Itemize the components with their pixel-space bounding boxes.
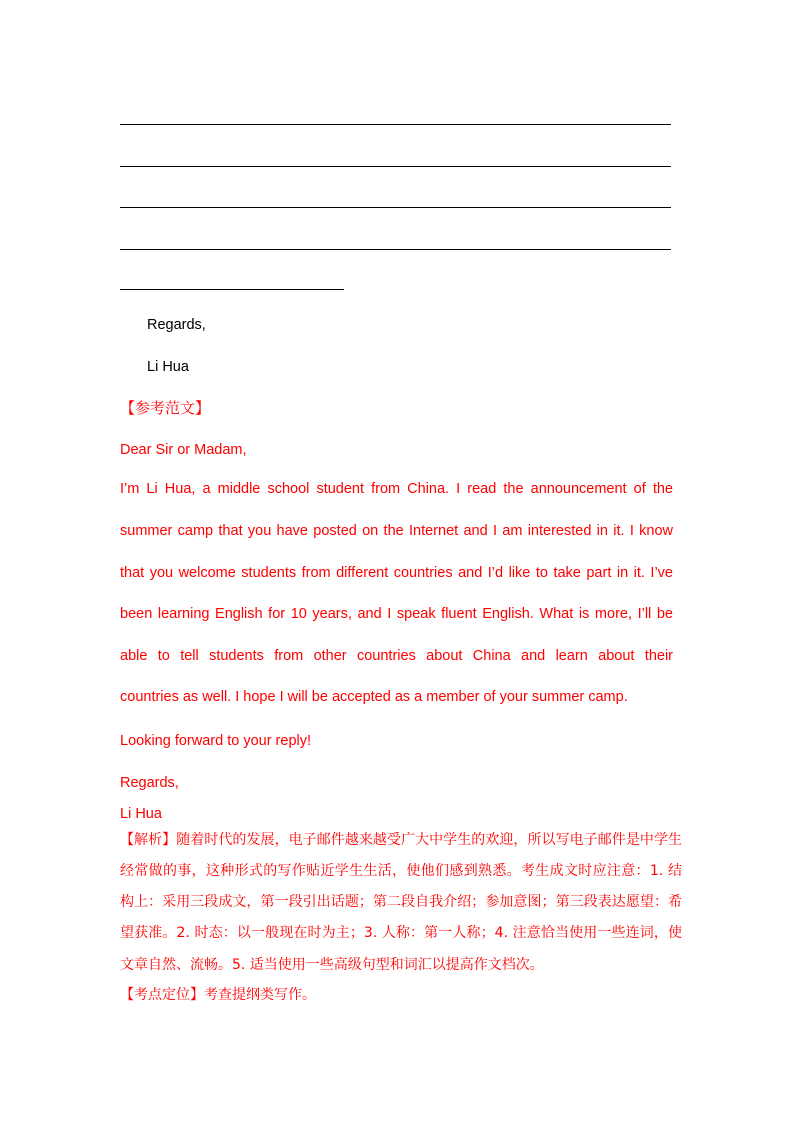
- letter-signature-name: Li Hua: [147, 359, 189, 375]
- analysis-line: 经常做的事，这种形式的写作贴近学生生活，使他们感到熟悉。考生成文时应注意：1. 结: [120, 863, 682, 879]
- essay-line: that you welcome students from different countries and I’d like to take part in it. I’ve: [120, 565, 673, 581]
- essay-signature-name: Li Hua: [120, 806, 162, 822]
- essay-line: countries as well. I hope I will be accepted as a member of your summer camp.: [120, 689, 628, 705]
- essay-regards: Regards,: [120, 775, 179, 791]
- analysis-line: 【解析】随着时代的发展，电子邮件越来越受广大中学生的欢迎，所以写电子邮件是中学生: [120, 832, 682, 848]
- essay-line: been learning English for 10 years, and I speak fluent English. What is more, I’ll be: [120, 606, 673, 622]
- answer-blank-line: [120, 166, 671, 167]
- analysis-line: 构上：采用三段成文，第一段引出话题；第二段自我介绍；参加意图；第三段表达愿望：希: [120, 894, 682, 910]
- essay-greeting: Dear Sir or Madam,: [120, 442, 247, 458]
- answer-blank-line: [120, 207, 671, 208]
- essay-line: summer camp that you have posted on the Internet and I am interested in it. I know: [120, 523, 673, 539]
- analysis-line: 文章自然、流畅。5. 适当使用一些高级句型和词汇以提高作文档次。: [120, 957, 544, 973]
- exam-point: 【考点定位】考查提纲类写作。: [120, 987, 316, 1003]
- essay-closing: Looking forward to your reply!: [120, 733, 312, 749]
- essay-line: I’m Li Hua, a middle school student from China. I read the announcement of the: [120, 481, 673, 497]
- answer-blank-line: [120, 249, 671, 250]
- answer-blank-line-short: [120, 289, 344, 290]
- analysis-line: 望获准。2. 时态：以一般现在时为主；3. 人称：第一人称；4. 注意恰当使用一些连词，使: [120, 925, 682, 941]
- model-essay-heading: 【参考范文】: [120, 399, 211, 417]
- answer-blank-line: [120, 124, 671, 125]
- letter-regards: Regards,: [147, 317, 206, 333]
- essay-line: able to tell students from other countries about China and learn about their: [120, 648, 673, 664]
